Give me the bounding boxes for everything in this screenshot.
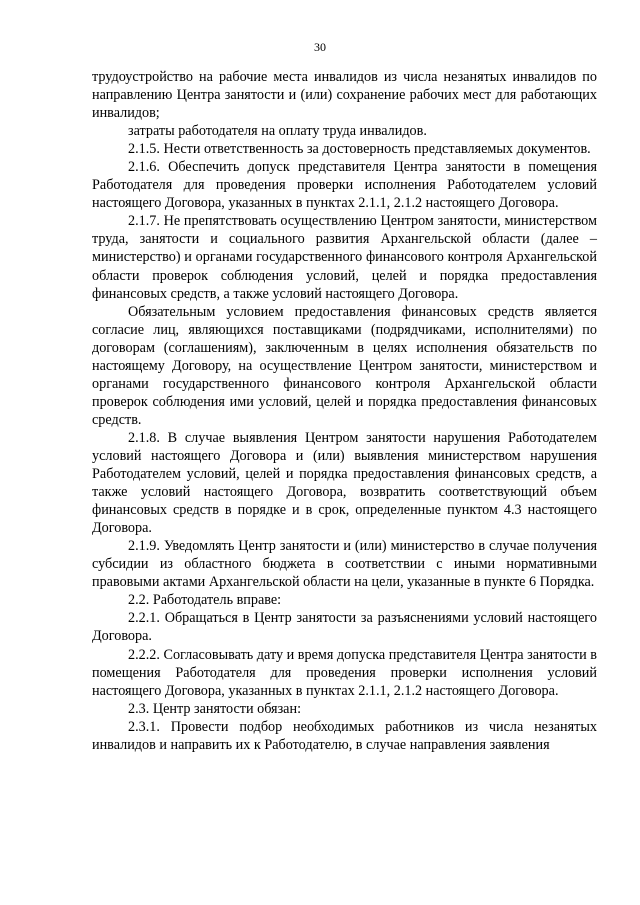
paragraph-mandatory-condition: Обязательным условием предоставления финансовых средств является согласие лиц, являющихся поставщиками (подрядчиками, исполнителями) по договорам (соглашениям), заключенным в целях исполнения обязательств по настоящему Договору, на осуществление Центром занятости, министерством и органами государственного финансового контроля Архангельской области проверок соблюдения ими условий, целей и порядка предоставления финансовых средств. bbox=[92, 303, 597, 428]
document-body bbox=[92, 68, 597, 754]
paragraph-2-1-8: 2.1.8. В случае выявления Центром занятости нарушения Работодателем условий настоящего Договора и (или) выявления министерством нарушения Работодателем условий, целей и порядка предоставления финансовых средств, а также условий настоящего Договора, возвратить соответствующий объем финансовых средств в порядке и в срок, определенные пунктом 4.3 настоящего Договора. bbox=[92, 429, 597, 537]
page-number: 30 bbox=[314, 40, 326, 54]
paragraph-employment-continuation: трудоустройство на рабочие места инвалидов из числа незанятых инвалидов по направлению Центра занятости и (или) сохранение рабочих мест для работающих инвалидов; bbox=[92, 69, 597, 122]
paragraph-2-1-6: 2.1.6. Обеспечить допуск представителя Центра занятости в помещения Работодателя для проведения проверки исполнения Работодателем условий настоящего Договора, указанных в пунктах 2.1.1, 2.1.2 настоящего Договора. bbox=[92, 159, 597, 212]
paragraph-labor-costs: затраты работодателя на оплату труда инвалидов. bbox=[128, 123, 427, 140]
paragraph-2-2-2: 2.2.2. Согласовывать дату и время допуска представителя Центра занятости в помещения Работодателя для проведения проверки исполнения условий настоящего Договора, указанных в пунктах 2.1.1, 2.1.2 настоящего Договора. bbox=[92, 646, 597, 699]
paragraph-2-1-5: 2.1.5. Нести ответственность за достоверность представляемых документов. bbox=[128, 141, 591, 158]
paragraph-2-3: 2.3. Центр занятости обязан: bbox=[128, 700, 302, 717]
paragraph-2-2-1: 2.2.1. Обращаться в Центр занятости за разъяснениями условий настоящего Договора. bbox=[92, 610, 597, 645]
paragraph-2-2: 2.2. Работодатель вправе: bbox=[128, 592, 282, 609]
paragraph-2-1-7: 2.1.7. Не препятствовать осуществлению Центром занятости, министерством труда, занятости и социального развития Архангельской области (далее – министерство) и органами государственного финансового контроля Архангельской области проверок соблюдения условий, целей и порядка предоставления финансовых средств, а также условий настоящего Договора. bbox=[92, 213, 597, 302]
paragraph-2-3-1: 2.3.1. Провести подбор необходимых работников из числа незанятых инвалидов и направить их к Работодателю, в случае направления заявления bbox=[92, 718, 597, 753]
paragraph-2-1-9: 2.1.9. Уведомлять Центр занятости и (или) министерство в случае получения субсидии из областного бюджета в соответствии с иными нормативными правовыми актами Архангельской области на цели, указанные в пункте 6 Порядка. bbox=[92, 538, 597, 591]
